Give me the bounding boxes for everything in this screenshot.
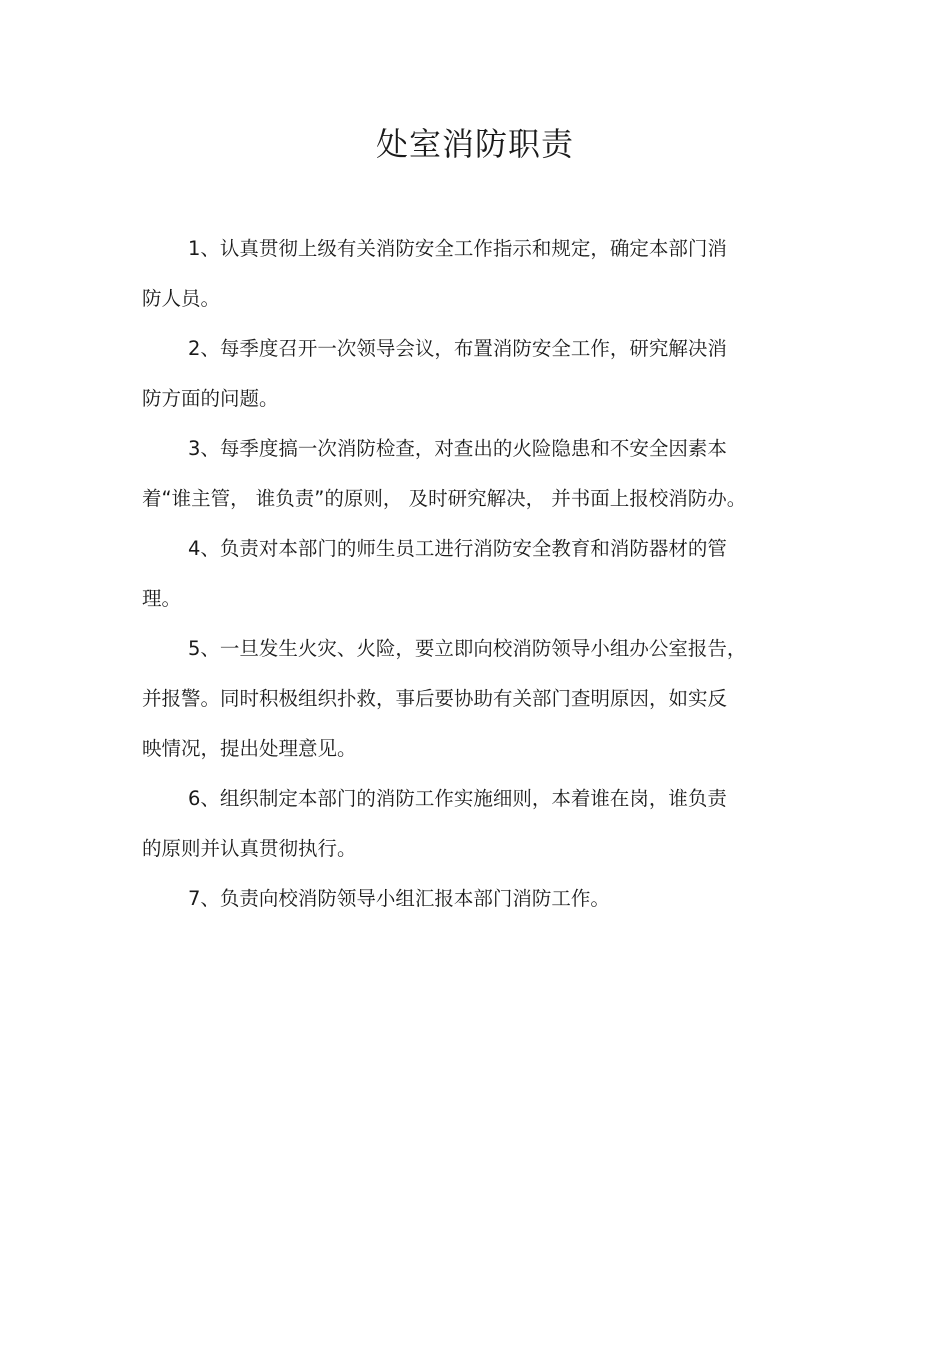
duty-line: 的原则并认真贯彻执行。 — [142, 837, 357, 860]
duty-line: 着“谁主管， 谁负责”的原则， 及时研究解决， 并书面上报校消防办。 — [142, 487, 747, 510]
duty-line: 5、一旦发生火灾、火险，要立即向校消防领导小组办公室报告， — [188, 637, 747, 660]
duty-line: 防方面的问题。 — [142, 387, 279, 410]
duty-item-3 — [142, 424, 802, 524]
document-title: 处室消防职责 — [375, 125, 574, 163]
duty-item-4 — [142, 524, 802, 624]
duty-line: 6、组织制定本部门的消防工作实施细则，本着谁在岗，谁负责 — [188, 787, 727, 810]
duty-line: 理。 — [142, 587, 182, 610]
duty-line: 2、每季度召开一次领导会议，布置消防安全工作，研究解决消 — [188, 337, 727, 360]
duty-item-6 — [142, 774, 802, 874]
duty-line: 4、负责对本部门的师生员工进行消防安全教育和消防器材的管 — [188, 537, 727, 560]
duty-line: 映情况，提出处理意见。 — [142, 737, 357, 760]
duty-line: 7、负责向校消防领导小组汇报本部门消防工作。 — [188, 887, 610, 910]
duty-line: 3、每季度搞一次消防检查，对查出的火险隐患和不安全因素本 — [188, 437, 727, 460]
document-body — [142, 224, 802, 924]
duty-item-5 — [142, 624, 802, 774]
duty-line: 1、认真贯彻上级有关消防安全工作指示和规定，确定本部门消 — [188, 237, 727, 260]
duty-item-7 — [142, 874, 802, 924]
duty-line: 防人员。 — [142, 287, 221, 310]
duty-item-1 — [142, 224, 802, 324]
duty-item-2 — [142, 324, 802, 424]
duty-line: 并报警。同时积极组织扑救，事后要协助有关部门查明原因，如实反 — [142, 687, 728, 710]
